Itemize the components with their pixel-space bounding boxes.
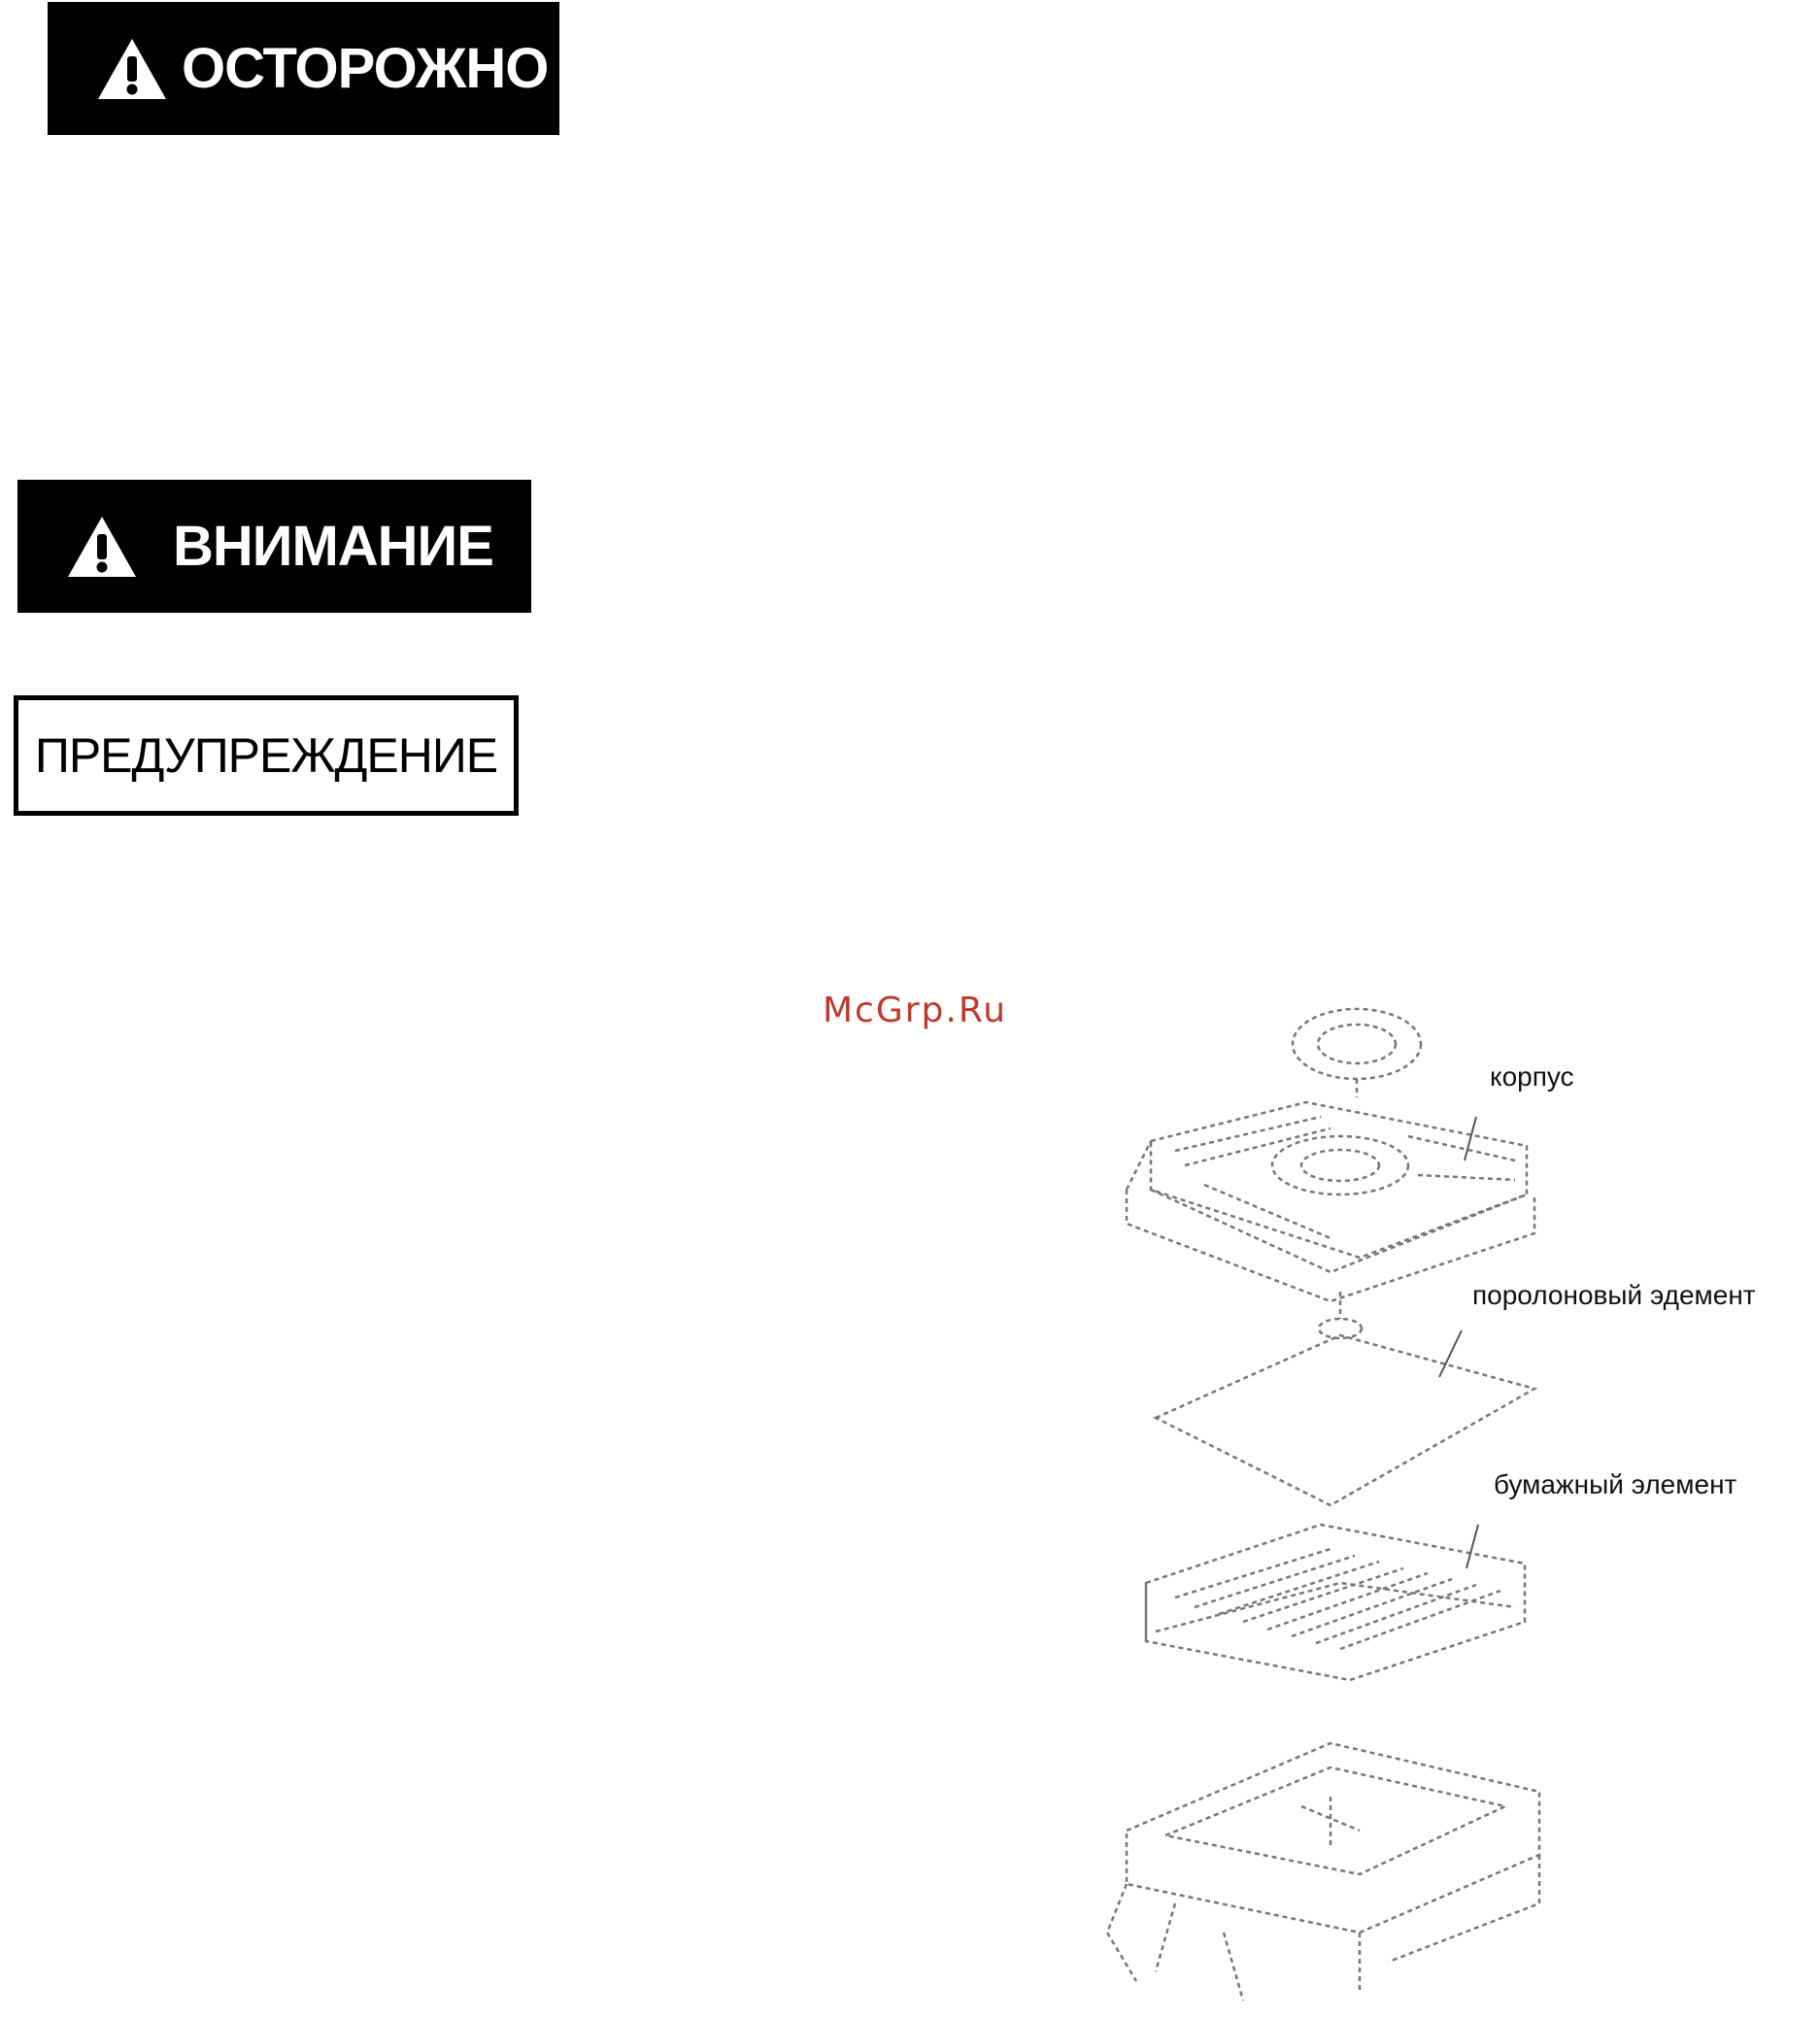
part-label-housing: корпус	[1490, 1061, 1574, 1092]
part-label-paper: бумажный элемент	[1494, 1469, 1737, 1499]
air-filter-exploded-diagram	[1097, 1000, 1820, 2010]
base-drawing	[1107, 1743, 1539, 2001]
housing-drawing	[1127, 1102, 1534, 1301]
foam-element-drawing	[1156, 1292, 1534, 1505]
caution-label	[48, 2, 559, 135]
watermark: McGrp.Ru	[823, 991, 1008, 1030]
attention-label	[17, 480, 531, 613]
paper-element-drawing	[1146, 1525, 1525, 1680]
cover-cap-drawing	[1293, 1009, 1421, 1097]
part-label-foam: поролоновый эдемент	[1472, 1280, 1756, 1310]
caution-text: ОСТОРОЖНО	[182, 37, 549, 100]
attention-text: ВНИМАНИЕ	[173, 515, 493, 578]
warning-label: ПРЕДУПРЕЖДЕНИЕ	[14, 695, 519, 816]
warning-triangle-icon	[96, 37, 168, 101]
warning-triangle-icon	[66, 515, 138, 579]
